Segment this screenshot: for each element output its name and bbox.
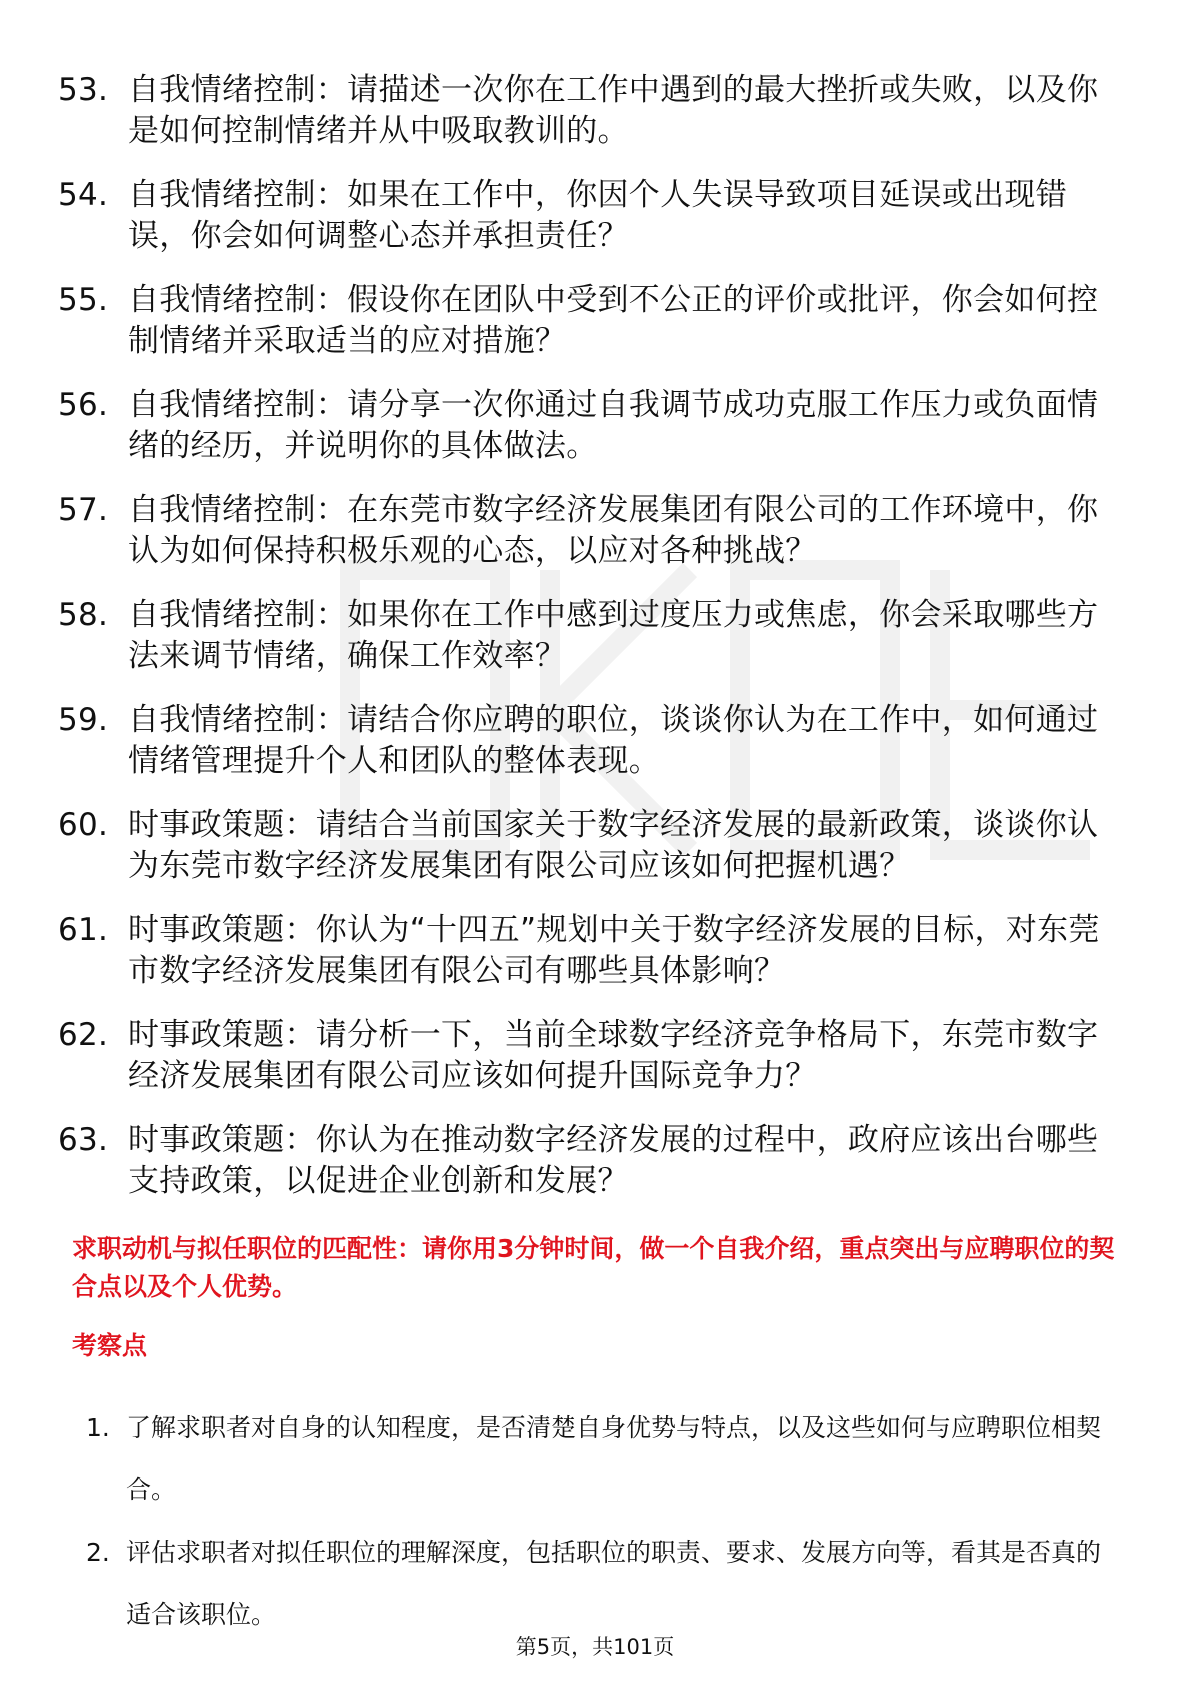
- assessment-point: [86, 1397, 1116, 1522]
- question-number: 57.: [58, 492, 109, 528]
- question-number: 61.: [58, 912, 109, 948]
- question-number: 60.: [58, 807, 109, 843]
- question-text: 自我情绪控制：在东莞市数字经济发展集团有限公司的工作环境中，你认为如何保持积极乐观的心态，以应对各种挑战？: [128, 492, 1099, 569]
- question-item: [58, 910, 1118, 1015]
- question-item: [58, 70, 1118, 175]
- question-text: 自我情绪控制：请结合你应聘的职位，谈谈你认为在工作中，如何通过情绪管理提升个人和团队的整体表现。: [128, 702, 1099, 779]
- question-number: 56.: [58, 387, 109, 423]
- question-number: 62.: [58, 1017, 109, 1053]
- point-number: 2.: [86, 1538, 110, 1567]
- question-item: [58, 280, 1118, 385]
- question-item: [58, 595, 1118, 700]
- question-text: 自我情绪控制：请描述一次你在工作中遇到的最大挫折或失败，以及你是如何控制情绪并从中吸取教训的。: [128, 72, 1099, 149]
- page-footer: 第5页，共101页: [515, 1635, 675, 1659]
- question-item: [58, 1120, 1118, 1225]
- question-list: [58, 70, 1118, 1225]
- question-text: 自我情绪控制：如果你在工作中感到过度压力或焦虑，你会采取哪些方法来调节情绪，确保工作效率？: [128, 597, 1099, 674]
- question-number: 54.: [58, 177, 109, 213]
- assessment-point: [86, 1522, 1116, 1647]
- question-number: 58.: [58, 597, 109, 633]
- question-item: [58, 175, 1118, 280]
- section-title: 考察点: [72, 1331, 148, 1360]
- question-number: 59.: [58, 702, 109, 738]
- assessment-points: [86, 1397, 1116, 1647]
- question-item: [58, 700, 1118, 805]
- question-text: 自我情绪控制：假设你在团队中受到不公正的评价或批评，你会如何控制情绪并采取适当的应对措施？: [128, 282, 1099, 359]
- point-number: 1.: [86, 1413, 110, 1442]
- question-item: [58, 385, 1118, 490]
- question-text: 时事政策题：你认为在推动数字经济发展的过程中，政府应该出台哪些支持政策，以促进企业创新和发展？: [128, 1122, 1099, 1199]
- question-number: 55.: [58, 282, 109, 318]
- question-text: 时事政策题：你认为“十四五”规划中关于数字经济发展的目标，对东莞市数字经济发展集团有限公司有哪些具体影响？: [128, 912, 1100, 989]
- question-text: 自我情绪控制：如果在工作中，你因个人失误导致项目延误或出现错误，你会如何调整心态并承担责任？: [128, 177, 1067, 254]
- point-text: 评估求职者对拟任职位的理解深度，包括职位的职责、要求、发展方向等，看其是否真的适合该职位。: [126, 1538, 1102, 1629]
- question-number: 53.: [58, 72, 109, 108]
- point-text: 了解求职者对自身的认知程度，是否清楚自身优势与特点，以及这些如何与应聘职位相契合。: [126, 1413, 1102, 1504]
- highlight-question: 求职动机与拟任职位的匹配性：请你用3分钟时间，做一个自我介绍，重点突出与应聘职位的契合点以及个人优势。: [72, 1234, 1115, 1301]
- question-item: [58, 1015, 1118, 1120]
- question-text: 时事政策题：请分析一下，当前全球数字经济竞争格局下，东莞市数字经济发展集团有限公司应该如何提升国际竞争力？: [128, 1017, 1099, 1094]
- question-item: [58, 805, 1118, 910]
- question-text: 自我情绪控制：请分享一次你通过自我调节成功克服工作压力或负面情绪的经历，并说明你的具体做法。: [128, 387, 1099, 464]
- question-item: [58, 490, 1118, 595]
- question-number: 63.: [58, 1122, 109, 1158]
- question-text: 时事政策题：请结合当前国家关于数字经济发展的最新政策，谈谈你认为东莞市数字经济发展集团有限公司应该如何把握机遇？: [128, 807, 1099, 884]
